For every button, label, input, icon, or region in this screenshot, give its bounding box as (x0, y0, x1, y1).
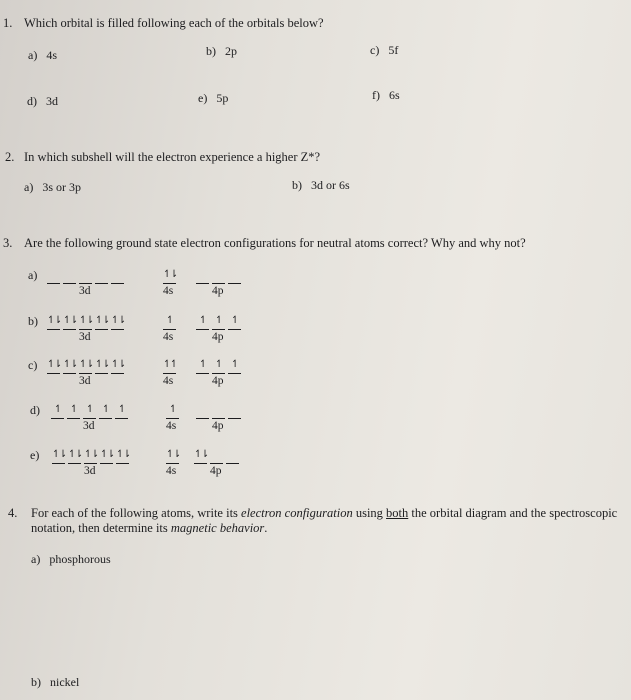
orbital-group-s (166, 444, 182, 464)
orbital-box: ↿ (67, 402, 80, 419)
diagram-label: a) (28, 268, 38, 282)
subshell-label-p: 4p (210, 465, 222, 477)
orbital-box: ↿ (163, 313, 176, 330)
q4-text-line2: notation, then determine its magnetic behavior. (31, 521, 268, 535)
subshell-label-p: 4p (212, 285, 224, 297)
orbital-box: ↿ (196, 357, 209, 374)
orbital-box (228, 402, 241, 419)
orbital-box (196, 402, 209, 419)
orbital-box: ↿⇂ (84, 447, 97, 464)
orbital-box: ↿⇂ (95, 357, 108, 374)
q1-option-d: d) 3d (27, 94, 58, 108)
orbital-box (111, 267, 124, 284)
orbital-box (210, 447, 223, 464)
diagram-label: d) (30, 403, 40, 417)
orbital-box (228, 267, 241, 284)
subshell-label-d: 3d (79, 375, 91, 387)
orbital-box: ↿ (212, 357, 225, 374)
orbital-box: ↿⇂ (111, 313, 124, 330)
orbital-box: ↿⇂ (63, 313, 76, 330)
orbital-group-p (196, 264, 244, 284)
q4-text-line1: For each of the following atoms, write its electron configuration using both the orbital diagram and the spectroscopic (31, 506, 618, 520)
q2-option-b: b) 3d or 6s (292, 178, 350, 192)
q2-number: 2. (5, 150, 15, 164)
orbital-box: ↿⇂ (116, 447, 129, 464)
q2-option-a: a) 3s or 3p (24, 180, 81, 194)
orbital-box (47, 267, 60, 284)
orbital-box (63, 267, 76, 284)
diagram-label: b) (28, 314, 38, 328)
orbital-box (212, 402, 225, 419)
orbital-group-d (47, 354, 127, 374)
diagram-label: c) (28, 358, 38, 372)
orbital-box: ↿⇂ (79, 357, 92, 374)
subshell-label-d: 3d (79, 331, 91, 343)
orbital-box: ↿⇂ (166, 447, 179, 464)
q1-option-c: c) 5f (370, 43, 399, 57)
orbital-box: ↿ (212, 313, 225, 330)
orbital-box: ↿ (166, 402, 179, 419)
q4-part-b: b) nickel (31, 675, 80, 689)
subshell-label-p: 4p (212, 375, 224, 387)
orbital-box: ↿ (83, 402, 96, 419)
subshell-label-s: 4s (163, 285, 174, 297)
subshell-label-d: 3d (84, 465, 96, 477)
orbital-box: ↿⇂ (111, 357, 124, 374)
subshell-label-d: 3d (79, 285, 91, 297)
orbital-box: ↿⇂ (68, 447, 81, 464)
subshell-label-s: 4s (166, 420, 177, 432)
orbital-group-d (47, 310, 127, 330)
subshell-label-s: 4s (166, 465, 177, 477)
orbital-group-d (52, 444, 132, 464)
orbital-group-s (163, 354, 179, 374)
orbital-box (196, 267, 209, 284)
q1-number: 1. (3, 16, 13, 30)
orbital-box: ↿⇂ (63, 357, 76, 374)
subshell-label-s: 4s (163, 331, 174, 343)
orbital-box (226, 447, 239, 464)
orbital-box: ↿⇂ (194, 447, 207, 464)
orbital-group-p (196, 354, 244, 374)
q2-text: In which subshell will the electron experience a higher Z*? (24, 150, 321, 164)
q3-number: 3. (3, 236, 13, 250)
orbital-box: ↿⇂ (52, 447, 65, 464)
orbital-box: ↿ (228, 357, 241, 374)
orbital-group-d (51, 399, 131, 419)
orbital-box (95, 267, 108, 284)
orbital-group-d (47, 264, 127, 284)
subshell-label-p: 4p (212, 420, 224, 432)
orbital-box: ↿ (115, 402, 128, 419)
orbital-group-s (166, 399, 182, 419)
orbital-box: ↿ (228, 313, 241, 330)
subshell-label-s: 4s (163, 375, 174, 387)
q1-option-e: e) 5p (198, 91, 229, 105)
orbital-box (212, 267, 225, 284)
orbital-group-p (196, 399, 244, 419)
orbital-box: ↿⇂ (95, 313, 108, 330)
q4-number: 4. (8, 506, 18, 520)
orbital-box: ↿⇂ (100, 447, 113, 464)
q1-option-f: f) 6s (372, 88, 400, 102)
orbital-box: ↿⇂ (47, 357, 60, 374)
orbital-box: ↿↿ (163, 357, 176, 374)
orbital-group-s (163, 310, 179, 330)
orbital-box: ↿⇂ (79, 313, 92, 330)
orbital-group-p (194, 444, 242, 464)
orbital-box: ↿ (99, 402, 112, 419)
diagram-label: e) (30, 448, 40, 462)
subshell-label-p: 4p (212, 331, 224, 343)
q3-text: Are the following ground state electron configurations for neutral atoms correct? Why and why not? (24, 236, 526, 250)
q1-option-b: b) 2p (206, 44, 237, 58)
q1-option-a: a) 4s (28, 48, 57, 62)
orbital-box: ↿⇂ (163, 267, 176, 284)
orbital-box: ↿⇂ (47, 313, 60, 330)
q1-text: Which orbital is filled following each of the orbitals below? (24, 16, 324, 30)
orbital-group-p (196, 310, 244, 330)
orbital-group-s (163, 264, 179, 284)
orbital-box (79, 267, 92, 284)
subshell-label-d: 3d (83, 420, 95, 432)
orbital-box: ↿ (196, 313, 209, 330)
q4-part-a: a) phosphorous (31, 552, 111, 566)
orbital-box: ↿ (51, 402, 64, 419)
